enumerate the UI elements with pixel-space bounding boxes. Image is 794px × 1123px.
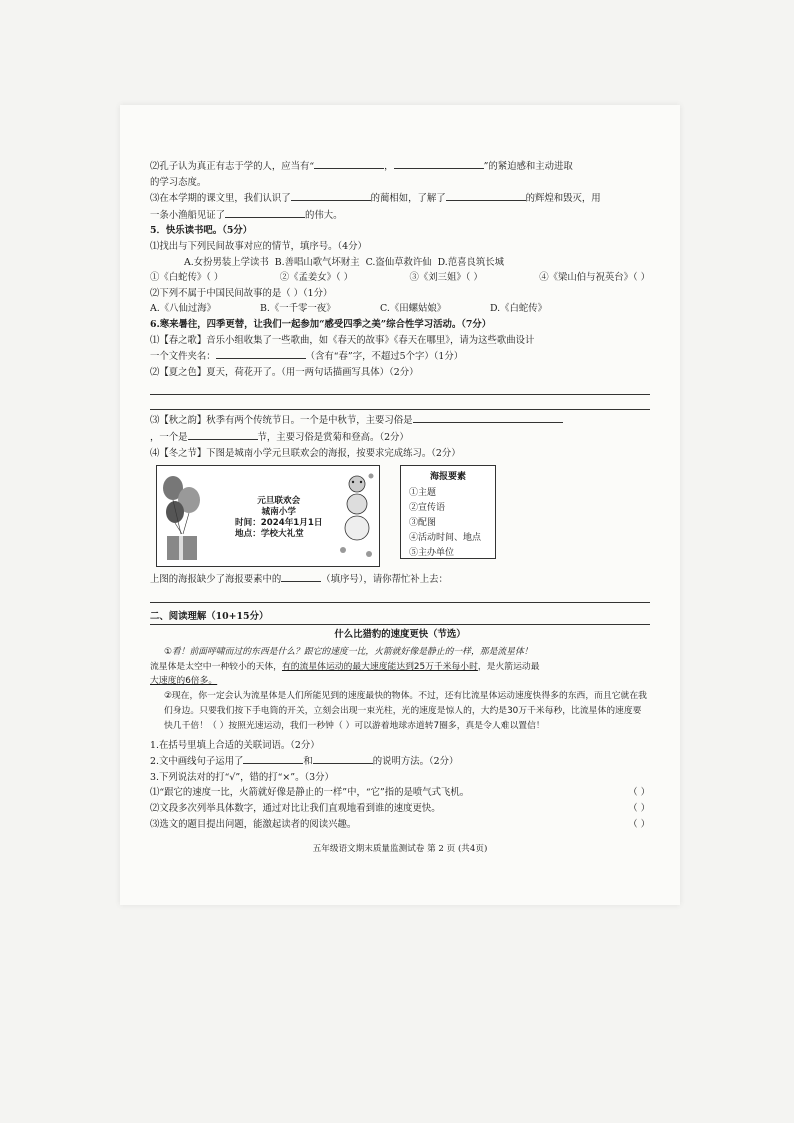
q4-line-3: 的学习态度。 bbox=[150, 176, 207, 188]
q6-spring-2 bbox=[150, 348, 650, 365]
q3-item-3 bbox=[150, 817, 650, 833]
pair-item[interactable]: ④《梁山伯与祝英台》（ ） bbox=[539, 272, 650, 284]
q6-summer: ⑵【夏之色】夏天，荷花开了。（用一两句话描画写具体）（2分） bbox=[150, 366, 419, 378]
element-item: ②宣传语 bbox=[409, 503, 446, 514]
poster-elements-box bbox=[400, 465, 496, 559]
answer-blank[interactable] bbox=[313, 753, 373, 764]
q4-line-4 bbox=[150, 190, 650, 207]
element-item: ⑤主办单位 bbox=[409, 548, 455, 559]
q6-heading: 6.寒来暑往，四季更替，让我们一起参加“感受四季之美”综合性学习活动。（7分） bbox=[150, 318, 492, 330]
q6-after bbox=[150, 571, 650, 588]
q4-text: 一条小渔船见证了 bbox=[150, 209, 226, 221]
elements-title: 海报要素 bbox=[429, 472, 466, 483]
question-1: 1.在括号里填上合适的关联词语。（2分） bbox=[150, 739, 320, 751]
new-year-poster bbox=[156, 465, 380, 567]
poster-time: 时间：2024年1月1日 bbox=[235, 518, 323, 529]
judgement-statement: ⑵文段多次列举具体数字，通过对比让我们直观地看到谁的速度更快。 bbox=[150, 803, 441, 815]
element-item: ④活动时间、地点 bbox=[409, 533, 482, 544]
q5-sub2: ⑵下列不属于中国民间故事的是（ ）（1分） bbox=[150, 287, 333, 299]
q6-text: 上图的海报缺少了海报要素中的 bbox=[150, 574, 282, 586]
q4-text: 的辉煌和毁灭，用 bbox=[525, 193, 601, 205]
question-3: 3.下列说法对的打“√”，错的打“×”。（3分） bbox=[150, 771, 334, 783]
underlined-sentence: 有的流星体运动的最大速度能达到25万千米每小时 bbox=[281, 661, 478, 672]
q4-line-5 bbox=[150, 207, 650, 224]
question-2 bbox=[150, 753, 650, 770]
page-footer: 五年级语文期末质量监测试卷 第 2 页 (共4页) bbox=[312, 844, 488, 855]
underlined-sentence: 大速度的6倍多。 bbox=[150, 676, 218, 687]
judgement-statement: ⑶选文的题目提出问题，能激起读者的阅读兴趣。 bbox=[150, 818, 357, 830]
passage-p1: ①看！前面呼啸而过的东西是什么？跟它的速度一比，火箭就好像是静止的一样，那是流星体！ bbox=[164, 646, 533, 657]
q4-text: ⑵孔子认为真正有志于学的人，应当有“ bbox=[150, 161, 315, 172]
element-item: ①主题 bbox=[409, 488, 437, 499]
q4-line-2 bbox=[150, 158, 650, 175]
answer-line[interactable] bbox=[150, 382, 650, 395]
q4-text: ”的紧迫感和主动进取 bbox=[483, 161, 573, 172]
judgement-statement: ⑴“跟它的速度一比，火箭就好像是静止的一样”中，“它”指的是喷气式飞机。 bbox=[150, 787, 470, 799]
q6-text: ，一个是 bbox=[150, 431, 188, 443]
q4-text: ⑶在本学期的课文里，我们认识了 bbox=[150, 193, 291, 205]
answer-blank[interactable] bbox=[216, 348, 306, 359]
poster-place: 地点：学校大礼堂 bbox=[235, 529, 304, 540]
choice-c[interactable]: C.《田螺姑娘》 bbox=[380, 303, 447, 315]
q6-text: 一个文件夹名： bbox=[150, 351, 216, 363]
answer-line[interactable] bbox=[150, 397, 650, 410]
q3-item-1 bbox=[150, 785, 650, 801]
passage-text: 流星体是太空中一种较小的天体， bbox=[150, 661, 282, 672]
q5-pairs bbox=[150, 270, 650, 286]
poster-figure bbox=[156, 465, 650, 569]
q5-options bbox=[150, 255, 650, 271]
q6-text: 节，主要习俗是赏菊和登高。（2分） bbox=[257, 431, 409, 443]
element-item: ③配图 bbox=[409, 518, 437, 529]
answer-blank[interactable] bbox=[446, 190, 526, 201]
option-b: B.善唱山歌气坏财主 bbox=[274, 256, 360, 268]
q6-spring-1: ⑴【春之歌】音乐小组收集了一些歌曲，如《春天的故事》《春天在哪里》，请为这些歌曲设计 bbox=[150, 334, 535, 346]
question-text: 和 bbox=[303, 756, 313, 768]
option-a: A.女扮男装上学读书 bbox=[184, 256, 269, 268]
section2-heading: 二、阅读理解（10+15分） bbox=[150, 609, 650, 626]
q6-text: （含有“春”字，不超过5个字）（1分） bbox=[305, 351, 464, 363]
passage-p2: ②现在，你一定会认为流星体是人们所能见到的速度最快的物体。不过，还有比流星体运动速度快得多的东西，而且它就在我们身边。只要我们按下手电筒的开关，立刻会出现一束光柱，光的速度是惊人的，大约是30万千米每秒，比流星体的速度要快几千倍！（ ）按照光速运动，我们一秒钟（ ）可以游着地球赤道转7圈多，真是令人难以置信！ bbox=[164, 691, 647, 731]
pair-item[interactable]: ①《白蛇传》（ ） bbox=[150, 272, 224, 284]
poster-theme: 元旦联欢会 bbox=[257, 496, 301, 507]
answer-blank[interactable] bbox=[314, 158, 384, 169]
q5-choices bbox=[150, 301, 650, 317]
q6-text: （填序号），请你帮忙补上去： bbox=[321, 574, 448, 586]
q3-item-2 bbox=[150, 801, 650, 817]
question-text: 的说明方法。（2分） bbox=[372, 756, 459, 768]
q5-heading: 5．快乐读书吧。（5分） bbox=[150, 225, 253, 237]
poster-text bbox=[235, 496, 322, 540]
q6-autumn-2 bbox=[150, 429, 650, 446]
answer-line[interactable] bbox=[150, 590, 650, 603]
option-d: D.范喜良筑长城 bbox=[437, 256, 505, 268]
poster-organizer: 城南小学 bbox=[261, 507, 296, 518]
passage-title: 什么比猎豹的速度更快（节选） bbox=[334, 629, 466, 641]
q6-winter: ⑷【冬之节】下图是城南小学元旦联欢会的海报，按要求完成练习。（2分） bbox=[150, 447, 461, 459]
answer-blank[interactable] bbox=[394, 158, 484, 169]
pair-item[interactable]: ②《孟姜女》（ ） bbox=[279, 272, 354, 284]
answer-blank[interactable] bbox=[291, 190, 371, 201]
snowman-picture bbox=[337, 470, 377, 564]
passage-text: ，是火箭运动最 bbox=[477, 661, 540, 672]
choice-b[interactable]: B.《一千零一夜》 bbox=[260, 303, 336, 315]
choice-d[interactable]: D.《白蛇传》 bbox=[490, 303, 548, 315]
answer-blank[interactable] bbox=[413, 412, 563, 423]
q6-autumn-1 bbox=[150, 412, 650, 429]
choice-a[interactable]: A.《八仙过海》 bbox=[150, 303, 217, 315]
q5-sub1: ⑴找出与下列民间故事对应的情节，填序号。（4分） bbox=[150, 240, 367, 252]
q4-text: 的蔺相如，了解了 bbox=[370, 193, 446, 205]
option-c: C.盗仙草救许仙 bbox=[365, 256, 432, 268]
answer-blank[interactable] bbox=[188, 429, 258, 440]
answer-blank[interactable] bbox=[281, 571, 321, 582]
judgement-answer[interactable]: （ ） bbox=[628, 818, 650, 830]
balloons-picture bbox=[161, 474, 209, 564]
q6-text: ⑶【秋之韵】秋季有两个传统节日。一个是中秋节，主要习俗是 bbox=[150, 415, 413, 427]
question-text: 2.文中画线句子运用了 bbox=[150, 756, 244, 768]
q4-text: ， bbox=[384, 161, 394, 172]
judgement-answer[interactable]: （ ） bbox=[628, 803, 650, 815]
q4-text: 的伟大。 bbox=[305, 209, 343, 221]
judgement-answer[interactable]: （ ） bbox=[628, 787, 650, 799]
exam-content bbox=[150, 158, 650, 858]
passage-p1-line2 bbox=[150, 660, 650, 675]
answer-blank[interactable] bbox=[243, 753, 303, 764]
answer-blank[interactable] bbox=[225, 207, 305, 218]
pair-item[interactable]: ③《刘三姐》（ ） bbox=[409, 272, 483, 284]
